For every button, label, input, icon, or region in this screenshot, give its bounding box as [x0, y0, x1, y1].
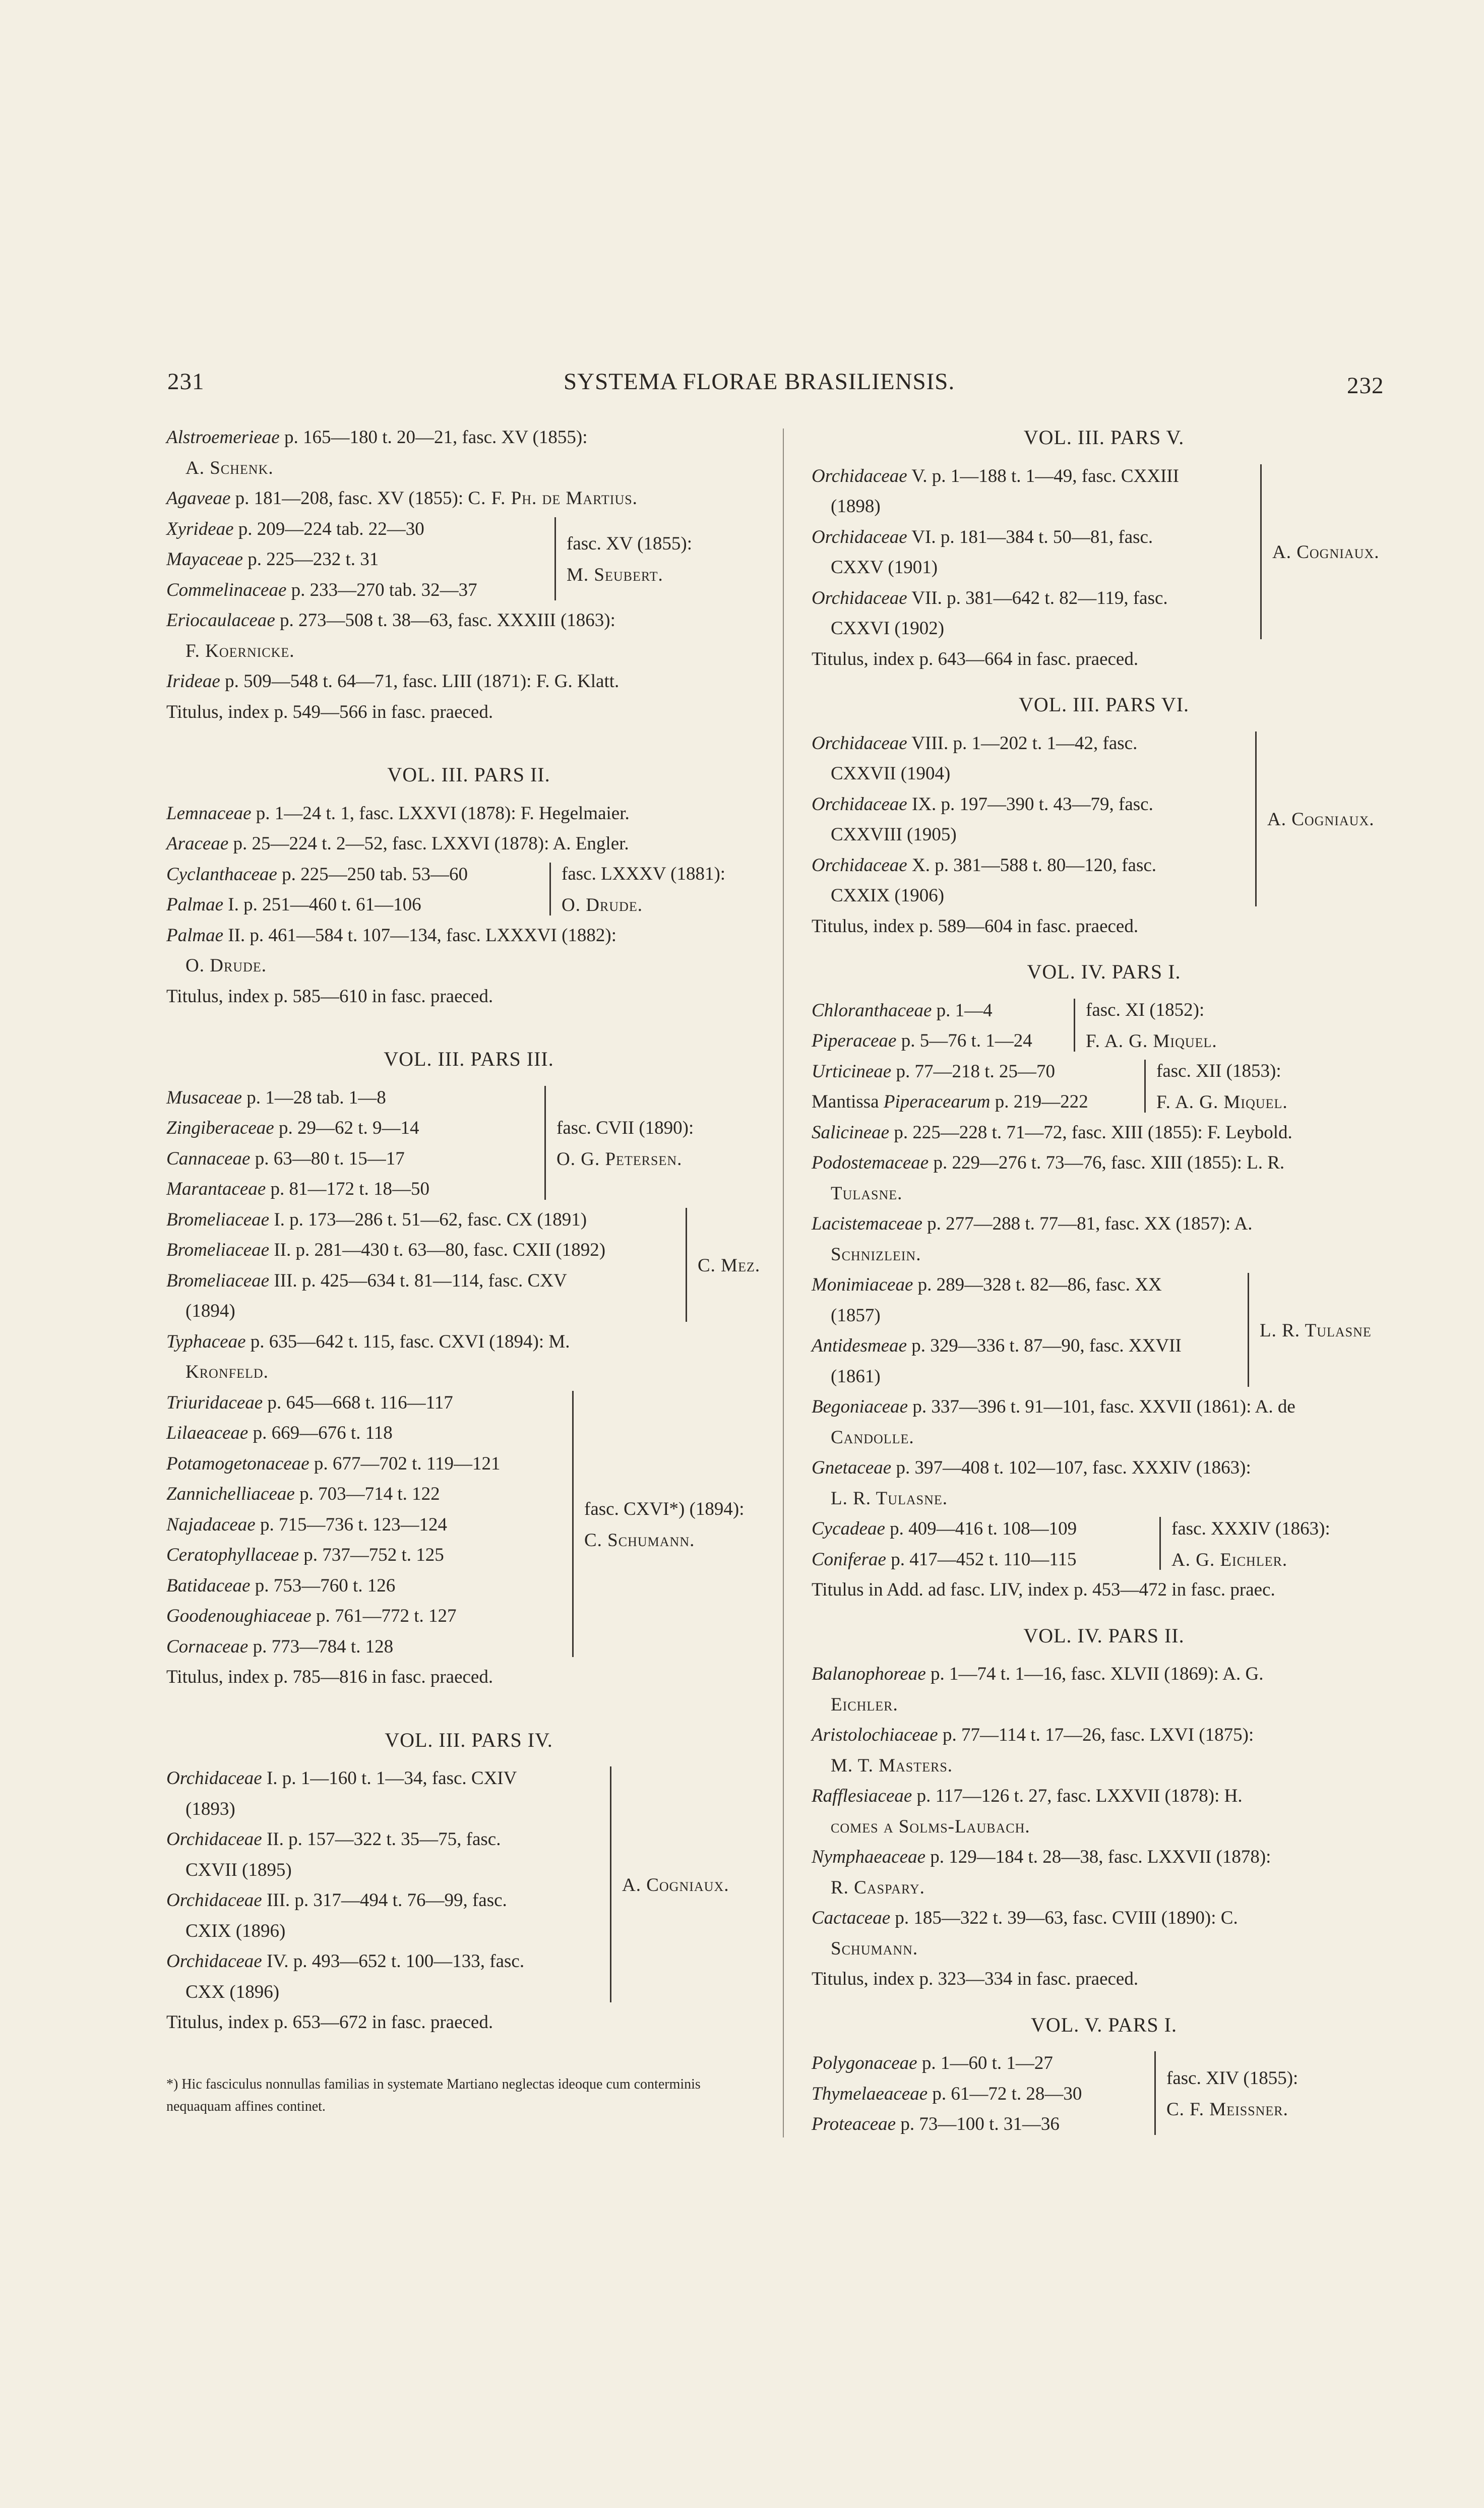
entry: Aristolochiaceae p. 77—114 t. 17—26, fasc. LXVI (1875): [812, 1725, 1254, 1745]
group-row: Orchidaceae VII. p. 381—642 t. 82—119, fasc. [812, 587, 1168, 608]
group-label [1272, 537, 1379, 568]
entry: Irideae p. 509—548 t. 64—71, fasc. LIII (1871): F. G. Klatt. [166, 671, 620, 692]
entry: Lemnaceae p. 1—24 t. 1, fasc. LXXVI (1878): F. Hegelmaier. [166, 803, 630, 824]
group-row: Cannaceae p. 63—80 t. 15—17 [166, 1148, 405, 1169]
footnote: *) Hic fasciculus nonnullas familias in systemate Martiano neglectas ideoque cum conterminis nequaquam affines continet. [166, 2076, 701, 2114]
brace [544, 1086, 546, 1200]
group-row: CXXVIII (1905) [831, 824, 957, 845]
page-number-right: 232 [1347, 373, 1384, 399]
group-row: Xyrideae p. 209—224 tab. 22—30 [166, 518, 424, 539]
group-entry [812, 2048, 1396, 2140]
entry: Balanophoreae p. 1—74 t. 1—16, fasc. XLVII (1869): A. G. [812, 1664, 1264, 1684]
group-row: (1894) [186, 1301, 235, 1321]
entry: Nymphaeaceae p. 129—184 t. 28—38, fasc. LXXVII (1878): [812, 1847, 1271, 1867]
group-row: Orchidaceae IX. p. 197—390 t. 43—79, fasc. [812, 793, 1153, 815]
index-line: Titulus, index p. 785—816 in fasc. praeced. [166, 1667, 493, 1687]
group-row: Bromeliaceae III. p. 425—634 t. 81—114, fasc. CXV [166, 1270, 567, 1291]
section-heading: VOL. V. PARS I. [1031, 2013, 1177, 2036]
entry: Eriocaulaceae p. 273—508 t. 38—63, fasc. XXXIII (1863): [166, 610, 615, 631]
group-row: CXVII (1895) [186, 1859, 292, 1880]
entry: Lacistemaceae p. 277—288 t. 77—81, fasc. XX (1857): A. [812, 1213, 1253, 1234]
group-row: Ceratophyllaceae p. 737—752 t. 125 [166, 1545, 444, 1565]
group-entry [812, 1270, 1396, 1392]
group-label-line: A. Cogniaux. [1267, 809, 1375, 830]
group-row: Zannichelliaceae p. 703—714 t. 122 [166, 1484, 440, 1504]
group-row: Zingiberaceae p. 29—62 t. 9—14 [166, 1118, 419, 1138]
group-row: CXX (1896) [186, 1981, 280, 2002]
group-row: Bromeliaceae I. p. 173—286 t. 51—62, fasc. CX (1891) [166, 1209, 587, 1230]
group-entry [166, 1388, 771, 1663]
group-label [562, 859, 725, 921]
group-row: Potamogetonaceae p. 677—702 t. 119—121 [166, 1453, 501, 1474]
group-row: Orchidaceae III. p. 317—494 t. 76—99, fasc. [166, 1890, 507, 1911]
entry: Rafflesiaceae p. 117—126 t. 27, fasc. LXXVII (1878): H. [812, 1786, 1243, 1806]
entry: Salicineae p. 225—228 t. 71—72, fasc. XIII (1855): F. Leybold. [812, 1122, 1292, 1143]
group-label-line: fasc. LXXXV (1881): [562, 864, 726, 884]
group-row: Orchidaceae IV. p. 493—652 t. 100—133, fasc. [166, 1951, 525, 1972]
group-row: Batidaceae p. 753—760 t. 126 [166, 1575, 396, 1596]
group-entry [812, 461, 1396, 644]
group-row: Proteaceae p. 73—100 t. 31—36 [812, 2114, 1060, 2134]
entry: Podostemaceae p. 229—276 t. 73—76, fasc. XIII (1855): L. R. [812, 1152, 1285, 1173]
group-row: Goodenoughiaceae p. 761—772 t. 127 [166, 1606, 457, 1626]
group-row: Chloranthaceae p. 1—4 [812, 1000, 993, 1021]
right-column [812, 422, 1396, 2140]
group-entry [166, 514, 771, 606]
entry-author: L. R. Tulasne. [831, 1488, 948, 1509]
group-label [1166, 2063, 1298, 2125]
group-label-line: A. Cogniaux. [622, 1875, 729, 1895]
group-row: Monimiaceae p. 289—328 t. 82—86, fasc. XX [812, 1274, 1162, 1295]
group-label [556, 1113, 694, 1175]
group-row: Orchidaceae VIII. p. 1—202 t. 1—42, fasc. [812, 732, 1138, 754]
group-label-line: C. F. Meissner. [1166, 2099, 1288, 2120]
brace [686, 1208, 687, 1322]
group-entry [812, 1514, 1396, 1575]
group-label [622, 1870, 729, 1901]
brace [610, 1766, 611, 2002]
brace [1159, 1517, 1161, 1570]
entry-author: A. Schenk. [186, 457, 274, 478]
group-row: Orchidaceae I. p. 1—160 t. 1—34, fasc. CXIV [166, 1768, 517, 1789]
group-row: Lilaeaceae p. 669—676 t. 118 [166, 1423, 393, 1443]
group-row: Orchidaceae V. p. 1—188 t. 1—49, fasc. CXXIII [812, 465, 1179, 486]
section-heading: VOL. III. PARS V. [1023, 426, 1185, 449]
group-row: (1857) [831, 1305, 881, 1326]
group-label-line: fasc. XV (1855): [567, 533, 693, 555]
index-line: Titulus, index p. 589—604 in fasc. praeced. [812, 915, 1139, 937]
left-column [166, 422, 771, 2118]
entry-author: Tulasne. [831, 1183, 903, 1204]
brace [1144, 1060, 1146, 1113]
column-divider [783, 429, 784, 2137]
entry: Agaveae p. 181—208, fasc. XV (1855): C. F. Ph. de Martius. [166, 488, 638, 509]
group-label [1086, 995, 1217, 1057]
brace [554, 517, 556, 601]
group-label [584, 1494, 745, 1556]
group-label-line: O. G. Petersen. [556, 1148, 683, 1170]
group-entry [166, 860, 771, 921]
index-line: Titulus, index p. 653—672 in fasc. praeced. [166, 2012, 493, 2033]
group-label-line: C. Schumann. [584, 1530, 695, 1551]
group-row: (1893) [186, 1798, 235, 1819]
group-row: Mayaceae p. 225—232 t. 31 [166, 549, 379, 570]
section-heading: VOL. III. PARS II. [387, 763, 550, 786]
group-row: CXXVI (1902) [831, 618, 945, 639]
group-row: Antidesmeae p. 329—336 t. 87—90, fasc. XXVII [812, 1335, 1182, 1356]
entry-author: comes a Solms-Laubach. [831, 1816, 1030, 1837]
group-row: Orchidaceae II. p. 157—322 t. 35—75, fasc. [166, 1829, 501, 1850]
group-row: (1898) [831, 496, 881, 517]
group-row: Orchidaceae VI. p. 181—384 t. 50—81, fasc. [812, 526, 1153, 547]
brace [1255, 731, 1257, 906]
group-entry [166, 1083, 771, 1205]
section-heading: VOL. III. PARS VI. [1018, 693, 1190, 716]
group-entry [812, 996, 1396, 1057]
brace [549, 863, 551, 915]
brace [1260, 464, 1262, 639]
group-row: Cyclanthaceae p. 225—250 tab. 53—60 [166, 864, 468, 885]
entry: Typhaceae p. 635—642 t. 115, fasc. CXVI (1894): M. [166, 1331, 570, 1352]
group-label-line: fasc. CXVI*) (1894): [584, 1498, 745, 1519]
entry: Begoniaceae p. 337—396 t. 91—101, fasc. XXVII (1861): A. de [812, 1396, 1295, 1417]
section-heading: VOL. IV. PARS I. [1027, 960, 1181, 983]
group-label-line: F. A. G. Miquel. [1156, 1092, 1288, 1113]
group-row: Urticineae p. 77—218 t. 25—70 [812, 1061, 1056, 1082]
group-label [1267, 804, 1374, 835]
index-line: Titulus, index p. 323—334 in fasc. praeced. [812, 1969, 1139, 1989]
group-row: Mantissa Piperacearum p. 219—222 [812, 1091, 1088, 1112]
index-line: Titulus, index p. 549—566 in fasc. praeced. [166, 701, 493, 722]
group-row: Coniferae p. 417—452 t. 110—115 [812, 1549, 1077, 1570]
group-label-line: F. A. G. Miquel. [1086, 1031, 1217, 1052]
entry-author: Kronfeld. [186, 1362, 269, 1382]
group-row: CXXV (1901) [831, 557, 938, 578]
group-label-line: fasc. XXXIV (1863): [1171, 1518, 1330, 1539]
group-row: Cycadeae p. 409—416 t. 108—109 [812, 1518, 1077, 1539]
group-entry [812, 728, 1396, 911]
group-row: CXIX (1896) [186, 1920, 286, 1941]
group-row: CXXIX (1906) [831, 885, 945, 906]
index-line: Titulus in Add. ad fasc. LIV, index p. 453—472 in fasc. praec. [812, 1579, 1275, 1600]
entry-author: M. T. Masters. [831, 1755, 953, 1776]
brace [1248, 1273, 1249, 1387]
entry-author: F. Koernicke. [186, 640, 295, 661]
entry-author: Schumann. [831, 1938, 918, 1959]
group-row: Triuridaceae p. 645—668 t. 116—117 [166, 1392, 453, 1413]
entry-author: R. Caspary. [831, 1877, 925, 1898]
entry: Araceae p. 25—224 t. 2—52, fasc. LXXVI (1878): A. Engler. [166, 833, 629, 854]
section-heading: VOL. III. PARS IV. [385, 1728, 553, 1751]
section-heading: VOL. IV. PARS II. [1023, 1624, 1185, 1647]
group-row: Cornaceae p. 773—784 t. 128 [166, 1636, 394, 1657]
brace [572, 1391, 574, 1658]
entry: Alstroemerieae p. 165—180 t. 20—21, fasc. XV (1855): [166, 427, 588, 448]
entry-author: Eichler. [831, 1694, 898, 1715]
group-label [567, 528, 692, 591]
group-entry [812, 1057, 1396, 1118]
group-label [1171, 1513, 1330, 1576]
entry-author: Candolle. [831, 1427, 914, 1448]
group-label-line: M. Seubert. [567, 565, 663, 586]
group-row: Piperaceae p. 5—76 t. 1—24 [812, 1030, 1032, 1051]
group-row: Najadaceae p. 715—736 t. 123—124 [166, 1514, 448, 1535]
group-label-line: C. Mez. [698, 1255, 761, 1276]
brace [1074, 999, 1075, 1052]
group-label-line: fasc. XIV (1855): [1166, 2067, 1298, 2089]
group-row: (1861) [831, 1366, 881, 1387]
entry-author: O. Drude. [186, 955, 267, 976]
group-row: Musaceae p. 1—28 tab. 1—8 [166, 1087, 386, 1108]
index-line: Titulus, index p. 585—610 in fasc. praeced. [166, 986, 493, 1007]
entry: Gnetaceae p. 397—408 t. 102—107, fasc. XXXIV (1863): [812, 1457, 1251, 1478]
group-entry [166, 1763, 771, 2007]
group-row: Palmae I. p. 251—460 t. 61—106 [166, 894, 421, 915]
group-label-line: fasc. XI (1852): [1086, 1000, 1205, 1020]
group-row: Orchidaceae X. p. 381—588 t. 80—120, fasc. [812, 854, 1157, 876]
group-label [1260, 1315, 1372, 1347]
group-label [698, 1250, 760, 1281]
entry-author: Schnizlein. [831, 1244, 921, 1265]
brace [1154, 2051, 1156, 2135]
group-row: Polygonaceae p. 1—60 t. 1—27 [812, 2053, 1053, 2073]
group-row: Commelinaceae p. 233—270 tab. 32—37 [166, 579, 477, 600]
group-row: Bromeliaceae II. p. 281—430 t. 63—80, fasc. CXII (1892) [166, 1240, 606, 1260]
entry: Palmae II. p. 461—584 t. 107—134, fasc. LXXXVI (1882): [166, 925, 616, 946]
group-label [1156, 1056, 1288, 1118]
page-title: SYSTEMA FLORAE BRASILIENSIS. [564, 369, 955, 395]
group-row: Marantaceae p. 81—172 t. 18—50 [166, 1179, 430, 1199]
group-label-line: A. G. Eichler. [1171, 1549, 1288, 1570]
entry: Cactaceae p. 185—322 t. 39—63, fasc. CVIII (1890): C. [812, 1908, 1238, 1928]
group-row: Thymelaeaceae p. 61—72 t. 28—30 [812, 2083, 1082, 2104]
page-number-left: 231 [167, 369, 205, 395]
index-line: Titulus, index p. 643—664 in fasc. praeced. [812, 648, 1139, 669]
group-label-line: fasc. XII (1853): [1156, 1061, 1281, 1081]
group-label-line: O. Drude. [562, 895, 643, 915]
group-row: CXXVII (1904) [831, 763, 951, 784]
group-label-line: A. Cogniaux. [1272, 542, 1380, 563]
section-heading: VOL. III. PARS III. [384, 1048, 554, 1070]
group-entry [166, 1205, 771, 1327]
group-label-line: L. R. Tulasne [1260, 1320, 1372, 1341]
group-label-line: fasc. CVII (1890): [556, 1117, 694, 1138]
